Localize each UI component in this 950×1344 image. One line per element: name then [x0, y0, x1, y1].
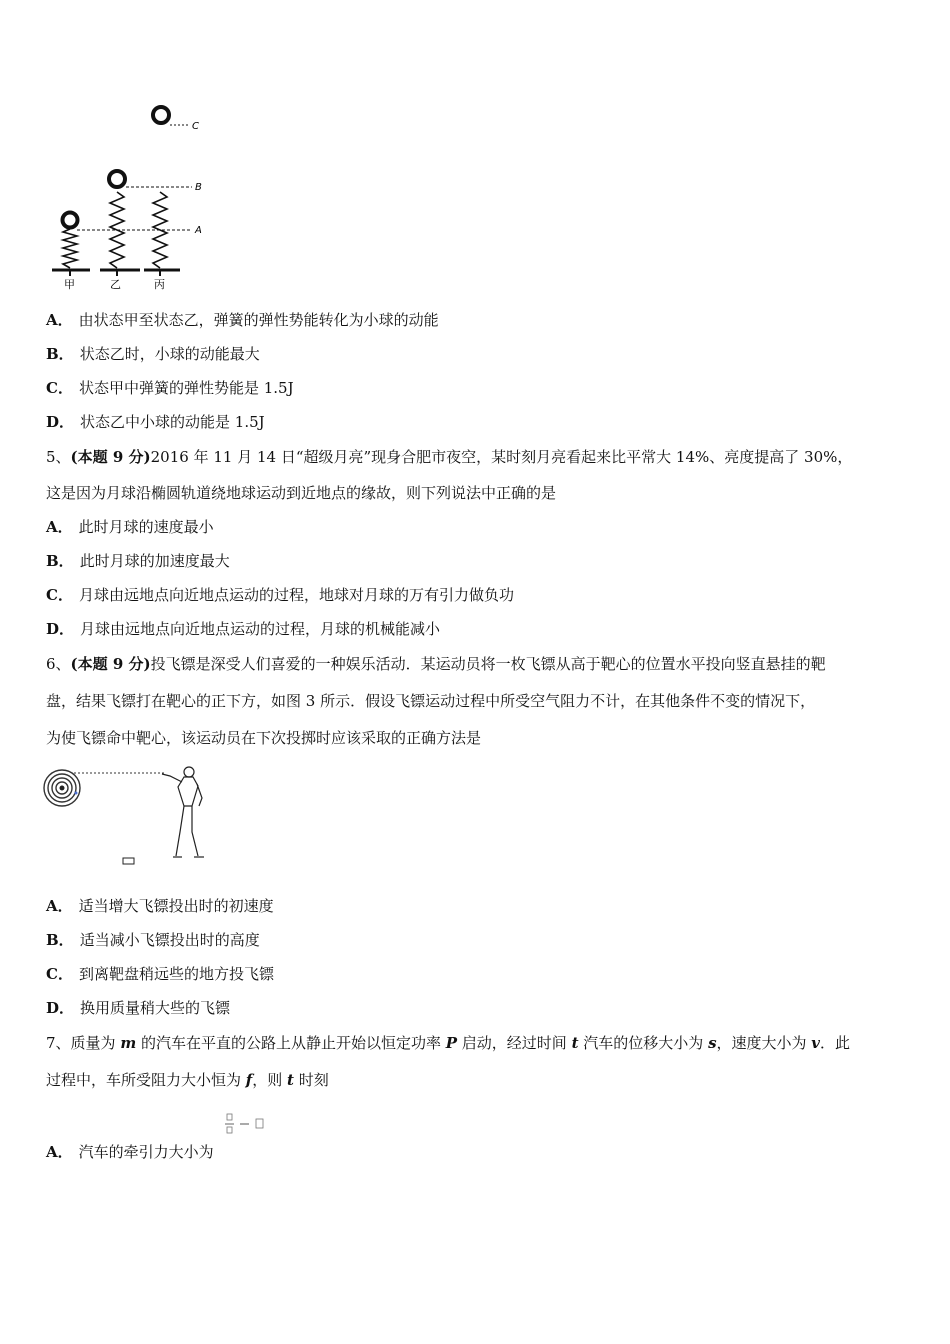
q5-option-a: A． 此时月球的速度最小	[46, 518, 214, 536]
q6-option-a: A． 适当增大飞镖投出时的初速度	[46, 897, 274, 915]
q6-option-b: B． 适当减小飞镖投出时的高度	[46, 931, 260, 949]
q4-option-d: D． 状态乙中小球的动能是 1.5J	[46, 413, 265, 431]
q6-stem-line3: 为使飞镖命中靶心，该运动员在下次投掷时应该采取的正确方法是	[46, 729, 482, 747]
q7-stem-line2: 过程中，车所受阻力大小恒为 f，则 t 时刻	[46, 1071, 329, 1089]
q5-stem-line1: 5、(本题 9 分)2016 年 11 月 14 日“超级月亮”现身合肥市夜空，某时刻月亮看起来比平常大 14%、亮度提高了 30%，	[46, 448, 853, 466]
target-board	[44, 770, 80, 806]
q6-option-d: D． 换用质量稍大些的飞镖	[46, 999, 231, 1017]
q5-option-b: B． 此时月球的加速度最大	[46, 552, 230, 570]
q4-option-a: A． 由状态甲至状态乙，弹簧的弹性势能转化为小球的动能	[46, 311, 439, 329]
q7-option-a: A． 汽车的牵引力大小为	[46, 1143, 214, 1161]
q5-stem-line2: 这是因为月球沿椭圆轨道绕地球运动到近地点的缘故，则下列说法中正确的是	[46, 484, 557, 502]
q6-option-c: C． 到离靶盘稍远些的地方投飞镖	[46, 965, 274, 983]
q6-stem-line2: 盘，结果飞镖打在靶心的正下方，如图 3 所示．假设飞镖运动过程中所受空气阻力不计，在其他条件不变的情况下，	[46, 692, 816, 710]
label-b: B	[195, 182, 202, 193]
label-c: C	[192, 121, 199, 132]
spring-figure	[44, 100, 224, 295]
thrower-figure	[162, 767, 204, 857]
q7-stem-line1: 7、质量为 m 的汽车在平直的公路上从静止开始以恒定功率 P 启动，经过时间 t 汽车的位移大小为 s，速度大小为 v．此	[46, 1034, 851, 1052]
dart-figure	[42, 760, 212, 865]
label-a: A	[195, 225, 202, 236]
caption-yi: 乙	[110, 278, 121, 291]
q5-option-d: D． 月球由远地点向近地点运动的过程，月球的机械能减小	[46, 620, 441, 638]
q5-option-c: C． 月球由远地点向近地点运动的过程，地球对月球的万有引力做负功	[46, 586, 514, 604]
q4-option-c: C． 状态甲中弹簧的弹性势能是 1.5J	[46, 379, 294, 397]
caption-jia: 甲	[64, 278, 75, 291]
ball-c	[153, 107, 169, 123]
q6-stem-line1: 6、(本题 9 分)投飞镖是深受人们喜爱的一种娱乐活动．某运动员将一枚飞镖从高于靶心的位置水平投向竖直悬挂的靶	[46, 655, 826, 673]
q4-option-b: B． 状态乙时，小球的动能最大	[46, 345, 260, 363]
formula-image	[224, 1112, 268, 1142]
caption-bing: 丙	[154, 278, 165, 291]
